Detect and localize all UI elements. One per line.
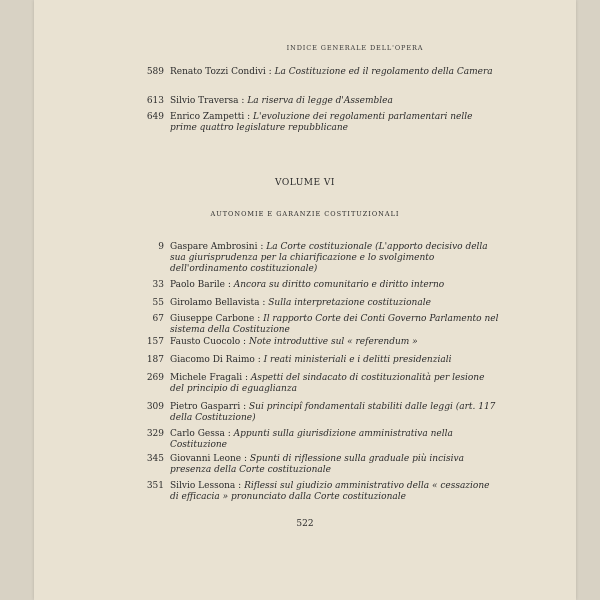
essay-title: Aspetti del sindacato di costituzionalità per lesione del principio di eguaglianza — [170, 373, 485, 394]
separator: : — [259, 298, 269, 308]
author-name: Girolamo Bellavista — [170, 298, 260, 308]
author-name: Silvio Lessona — [170, 481, 236, 491]
page-ref: 589 — [146, 67, 164, 77]
page-ref: 67 — [152, 314, 164, 324]
toc-entry — [146, 96, 500, 107]
separator: : — [240, 402, 250, 412]
toc-entry — [146, 481, 500, 503]
toc-entry — [152, 314, 500, 336]
volume-heading: VOLUME VI — [275, 178, 335, 188]
separator: : — [265, 67, 275, 77]
page-ref: 345 — [146, 454, 164, 464]
author-name: Enrico Zampetti — [170, 112, 245, 122]
author-name: Gaspare Ambrosini — [170, 242, 258, 252]
section-heading: AUTONOMIE E GARANZIE COSTITUZIONALI — [210, 210, 400, 218]
book-page — [34, 0, 576, 600]
page-number: 522 — [296, 519, 314, 529]
toc-entry — [146, 454, 500, 476]
page-ref: 55 — [152, 298, 164, 308]
separator: : — [244, 112, 253, 122]
essay-title: Sui principî fondamentali stabiliti dalle leggi (art. 117 della Costituzione) — [170, 402, 496, 423]
page-ref: 33 — [152, 280, 164, 290]
toc-entry — [146, 429, 500, 451]
toc-entry — [146, 373, 500, 395]
separator: : — [240, 337, 249, 347]
essay-title: La Corte costituzionale (L'apporto decisivo della sua giurisprudenza per la chiarificazione e lo svolgimento dell'ordinamento costituzionale) — [170, 242, 488, 274]
essay-title: Note introduttive sul « referendum » — [248, 337, 418, 347]
essay-title: Appunti sulla giurisdizione amministrativa nella Costituzione — [170, 429, 453, 450]
essay-title: Spunti di riflessione sulla graduale più incisiva presenza della Corte costituzionale — [170, 454, 464, 475]
page-ref: 269 — [146, 373, 164, 383]
separator: : — [254, 355, 264, 365]
toc-entry — [158, 242, 500, 275]
toc-entry — [146, 355, 500, 366]
page-ref: 187 — [146, 355, 164, 365]
author-name: Pietro Gasparri — [170, 402, 241, 412]
essay-title: I reati ministeriali e i delitti presidenziali — [263, 355, 452, 365]
separator: : — [257, 242, 267, 252]
toc-entry — [152, 280, 500, 291]
separator: : — [224, 280, 234, 290]
essay-title: Sulla interpretazione costituzionale — [268, 298, 431, 308]
page-ref: 9 — [158, 242, 164, 252]
page-ref: 329 — [146, 429, 164, 439]
essay-title: Riflessi sul giudizio amministrativo della « cessazione di efficacia » pronunciato dalla Corte costituzionale — [170, 481, 490, 502]
author-name: Renato Tozzi Condivi — [170, 67, 266, 77]
author-name: Giovanni Leone — [170, 454, 242, 464]
page-ref: 309 — [146, 402, 164, 412]
toc-entry — [146, 402, 500, 424]
author-name: Giuseppe Carbone — [170, 314, 255, 324]
essay-title: La Costituzione ed il regolamento della Camera — [274, 67, 493, 77]
running-head: INDICE GENERALE DELL'OPERA — [286, 44, 424, 52]
separator: : — [238, 96, 248, 106]
separator: : — [241, 454, 250, 464]
separator: : — [242, 373, 251, 383]
toc-entry — [146, 67, 500, 78]
essay-title: L'evoluzione dei regolamenti parlamentari nelle prime quattro legislature repubblicane — [170, 112, 473, 133]
separator: : — [254, 314, 264, 324]
page-ref: 649 — [146, 112, 164, 122]
essay-title: Il rapporto Corte dei Conti Governo Parlamento nel sistema della Costituzione — [170, 314, 499, 335]
toc-entry — [146, 112, 500, 134]
author-name: Silvio Traversa — [170, 96, 239, 106]
author-name: Carlo Gessa — [170, 429, 225, 439]
toc-entry — [152, 298, 500, 309]
separator: : — [235, 481, 245, 491]
author-name: Giacomo Di Raimo — [170, 355, 255, 365]
author-name: Michele Fragali — [170, 373, 243, 383]
toc-entry — [146, 337, 500, 348]
essay-title: La riserva di legge d'Assemblea — [247, 96, 393, 106]
page-ref: 157 — [146, 337, 164, 347]
author-name: Paolo Barile — [170, 280, 225, 290]
page-ref: 351 — [146, 481, 164, 491]
author-name: Fausto Cuocolo — [170, 337, 241, 347]
essay-title: Ancora su diritto comunitario e diritto interno — [233, 280, 445, 290]
separator: : — [224, 429, 234, 439]
page-ref: 613 — [146, 96, 164, 106]
